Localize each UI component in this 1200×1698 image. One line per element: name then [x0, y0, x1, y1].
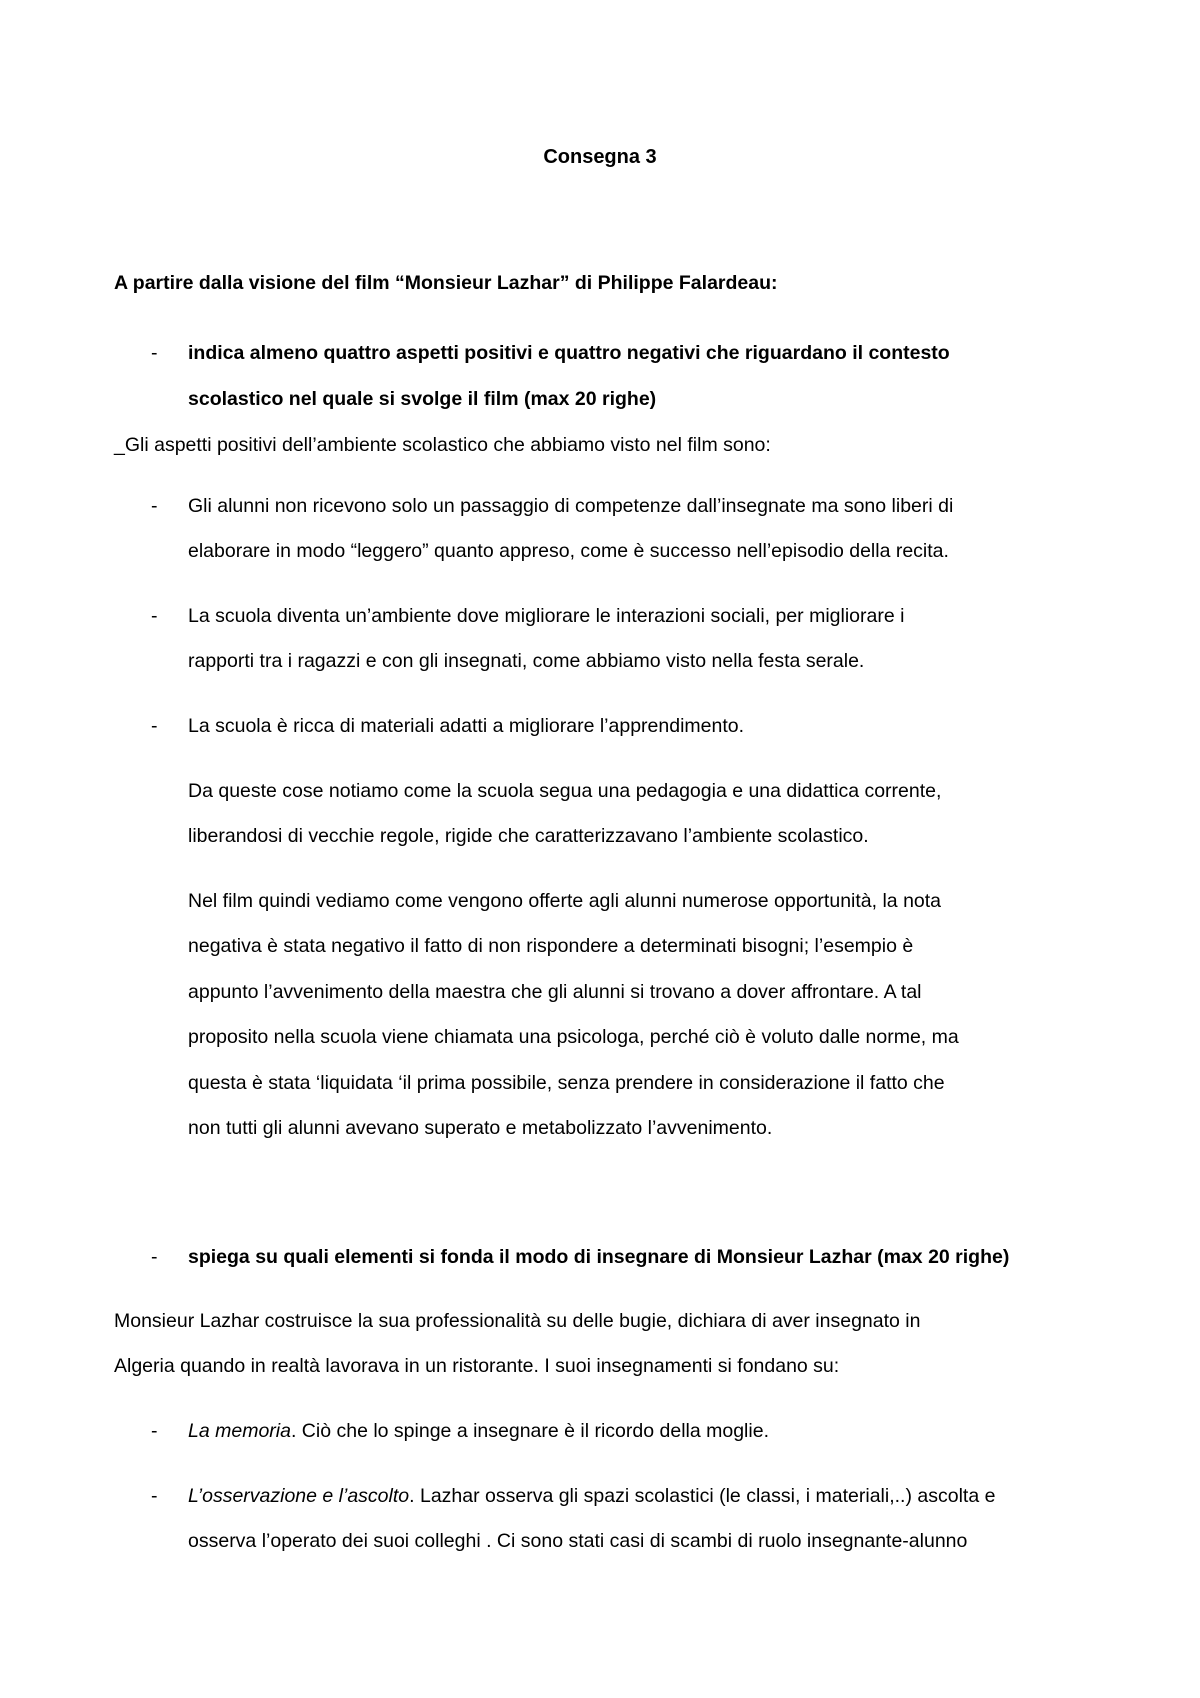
element-1-term: La memoria [188, 1420, 291, 1442]
element-2-term: L’osservazione e l’ascolto [188, 1485, 410, 1507]
element-2-line2: osserva l’operato dei suoi colleghi . Ci sono stati casi di scambi di ruolo insegnante-alunno [188, 1530, 968, 1552]
task1-line1: indica almeno quattro aspetti positivi e quattro negativi che riguardano il contesto [188, 342, 950, 364]
bullet-dash: - [151, 715, 158, 737]
answer2-line1: Monsieur Lazhar costruisce la sua professionalità su delle bugie, dichiara di aver insegnato in [114, 1310, 921, 1332]
intro-line: A partire dalla visione del film “Monsieur Lazhar” di Philippe Falardeau: [114, 272, 778, 294]
paragraph1-line2: liberandosi di vecchie regole, rigide che caratterizzavano l’ambiente scolastico. [188, 825, 869, 847]
bullet-dash: - [151, 1420, 158, 1442]
positive-2-line2: rapporti tra i ragazzi e con gli insegnati, come abbiamo visto nella festa serale. [188, 650, 865, 672]
element-2-text: . Lazhar osserva gli spazi scolastici (le classi, i materiali,..) ascolta e [409, 1485, 996, 1507]
paragraph2-line5: questa è stata ‘liquidata ‘il prima possibile, senza prendere in considerazione il fatto che [188, 1072, 945, 1094]
task2-line: spiega su quali elementi si fonda il modo di insegnare di Monsieur Lazhar (max 20 righe) [188, 1246, 1010, 1268]
positive-2-line1: La scuola diventa un’ambiente dove migliorare le interazioni sociali, per migliorare i [188, 605, 905, 627]
bullet-dash: - [151, 1246, 158, 1268]
positive-1-line1: Gli alunni non ricevono solo un passaggio di competenze dall’insegnate ma sono liberi di [188, 495, 954, 517]
bullet-dash: - [151, 342, 158, 364]
answer1-intro: _Gli aspetti positivi dell’ambiente scolastico che abbiamo visto nel film sono: [114, 434, 771, 456]
paragraph2-line1: Nel film quindi vediamo come vengono offerte agli alunni numerose opportunità, la nota [188, 890, 942, 912]
positive-3-line1: La scuola è ricca di materiali adatti a migliorare l’apprendimento. [188, 715, 745, 737]
paragraph2-line4: proposito nella scuola viene chiamata una psicologa, perché ciò è voluto dalle norme, ma [188, 1026, 959, 1048]
element-1 [188, 1418, 769, 1444]
bullet-dash: - [151, 605, 158, 627]
document-title: Consegna 3 [543, 146, 657, 168]
paragraph1-line1: Da queste cose notiamo come la scuola segua una pedagogia e una didattica corrente, [188, 780, 942, 802]
element-2 [188, 1483, 995, 1509]
positive-1-line2: elaborare in modo “leggero” quanto appreso, come è successo nell’episodio della recita. [188, 540, 949, 562]
bullet-dash: - [151, 1485, 158, 1507]
answer2-line2: Algeria quando in realtà lavorava in un ristorante. I suoi insegnamenti si fondano su: [114, 1355, 840, 1377]
element-1-text: . Ciò che lo spinge a insegnare è il ricordo della moglie. [290, 1420, 769, 1442]
task1-line2: scolastico nel quale si svolge il film (max 20 righe) [188, 388, 657, 410]
paragraph2-line2: negativa è stata negativo il fatto di non rispondere a determinati bisogni; l’esempio è [188, 935, 914, 957]
paragraph2-line6: non tutti gli alunni avevano superato e metabolizzato l’avvenimento. [188, 1117, 773, 1139]
paragraph2-line3: appunto l’avvenimento della maestra che gli alunni si trovano a dover affrontare. A tal [188, 981, 922, 1003]
bullet-dash: - [151, 495, 158, 517]
